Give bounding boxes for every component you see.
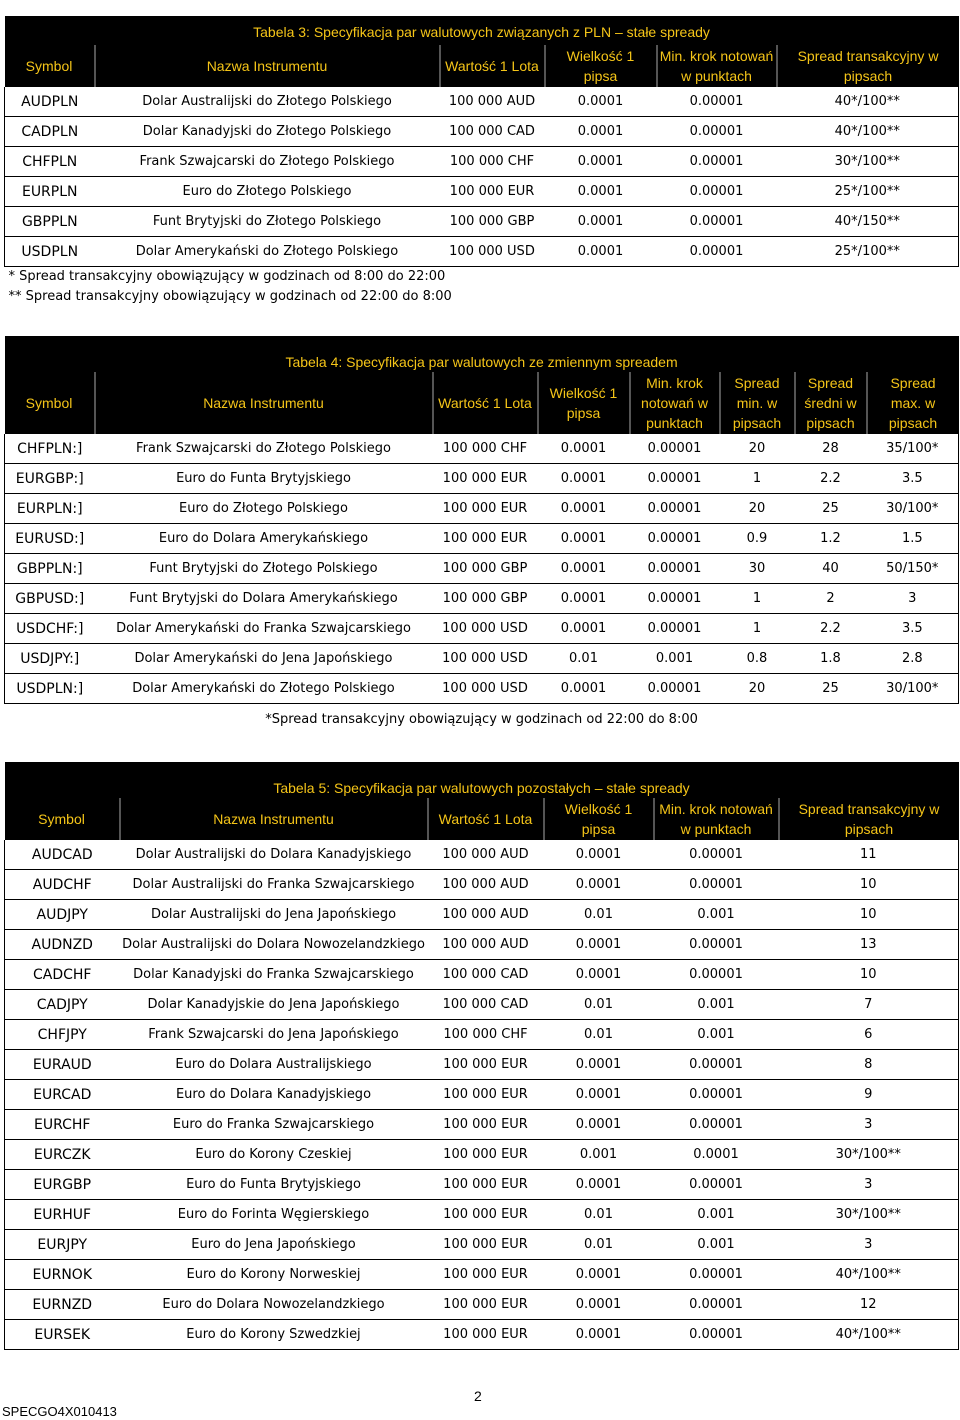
row-cell: 0.0001 bbox=[545, 147, 657, 177]
table-row bbox=[5, 644, 959, 674]
table-row bbox=[5, 930, 959, 960]
row-cell: 40 bbox=[795, 554, 867, 584]
table-5-header-symbol: Symbol bbox=[5, 798, 120, 840]
row-cell: 50/150* bbox=[867, 554, 959, 584]
row-cell: 40*/150** bbox=[777, 207, 959, 237]
row-symbol: EURAUD bbox=[5, 1050, 120, 1080]
row-cell: 100 000 EUR bbox=[428, 1140, 544, 1170]
table-row bbox=[5, 614, 959, 644]
row-symbol: CHFPLN bbox=[5, 147, 95, 177]
table-row bbox=[5, 870, 959, 900]
row-cell: 0.00001 bbox=[630, 494, 720, 524]
row-cell: 0.00001 bbox=[630, 434, 720, 464]
row-cell: 25*/100** bbox=[777, 177, 959, 207]
row-cell: Dolar Kanadyjski do Franka Szwajcarskiego bbox=[120, 960, 428, 990]
row-cell: 20 bbox=[720, 674, 795, 704]
table-3-title-row bbox=[5, 16, 959, 45]
row-cell: 40*/100** bbox=[777, 87, 959, 117]
row-cell: 20 bbox=[720, 434, 795, 464]
row-cell: Euro do Dolara Nowozelandzkiego bbox=[120, 1290, 428, 1320]
row-cell: 10 bbox=[779, 960, 959, 990]
row-cell: 28 bbox=[795, 434, 867, 464]
table-5-title-row bbox=[5, 762, 959, 798]
row-cell: 0.00001 bbox=[657, 237, 777, 267]
row-cell: 0.00001 bbox=[630, 584, 720, 614]
row-cell: 0.01 bbox=[538, 644, 630, 674]
table-row bbox=[5, 960, 959, 990]
row-cell: Euro do Korony Szwedzkiej bbox=[120, 1320, 428, 1350]
row-cell: 100 000 EUR bbox=[428, 1260, 544, 1290]
row-cell: 12 bbox=[779, 1290, 959, 1320]
row-symbol: USDPLN:] bbox=[5, 674, 95, 704]
row-cell: 30/100* bbox=[867, 494, 959, 524]
row-symbol: USDCHF:] bbox=[5, 614, 95, 644]
row-symbol: CADPLN bbox=[5, 117, 95, 147]
row-symbol: AUDJPY bbox=[5, 900, 120, 930]
row-cell: 0.0001 bbox=[538, 584, 630, 614]
table-row bbox=[5, 1140, 959, 1170]
table-4-header-row bbox=[5, 372, 959, 434]
row-symbol: USDPLN bbox=[5, 237, 95, 267]
table-3-header-symbol: Symbol bbox=[5, 45, 95, 87]
row-cell: 100 000 EUR bbox=[428, 1230, 544, 1260]
row-cell: 0.001 bbox=[654, 1200, 779, 1230]
row-symbol: EURGBP bbox=[5, 1170, 120, 1200]
row-cell: 0.0001 bbox=[544, 1260, 654, 1290]
row-cell: 0.00001 bbox=[654, 960, 779, 990]
row-cell: 0.0001 bbox=[538, 434, 630, 464]
row-cell: Euro do Funta Brytyjskiego bbox=[120, 1170, 428, 1200]
row-cell: 100 000 AUD bbox=[428, 900, 544, 930]
row-cell: 0.001 bbox=[654, 990, 779, 1020]
row-symbol: EURCZK bbox=[5, 1140, 120, 1170]
table-5-body bbox=[5, 762, 959, 1350]
table-3-note-row bbox=[5, 267, 959, 288]
row-cell: 6 bbox=[779, 1020, 959, 1050]
row-cell: 40*/100** bbox=[777, 117, 959, 147]
row-cell: Euro do Dolara Amerykańskiego bbox=[95, 524, 433, 554]
row-cell: 100 000 EUR bbox=[428, 1170, 544, 1200]
row-cell: 0.00001 bbox=[654, 930, 779, 960]
table-4-header-lot-value: Wartość 1 Lota bbox=[433, 372, 538, 434]
row-symbol: EURGBP:] bbox=[5, 464, 95, 494]
row-cell: 100 000 CHF bbox=[433, 434, 538, 464]
row-cell: 100 000 GBP bbox=[440, 207, 545, 237]
row-cell: 100 000 AUD bbox=[428, 930, 544, 960]
row-symbol: AUDCAD bbox=[5, 840, 120, 870]
row-cell: Funt Brytyjski do Złotego Polskiego bbox=[95, 554, 433, 584]
document-code: SPECGO4X010413 bbox=[2, 1404, 117, 1419]
table-3-note: * Spread transakcyjny obowiązujący w godzinach od 8:00 do 22:00 bbox=[8, 269, 446, 284]
table-3-header-min-step: Min. krok notowań w punktach bbox=[657, 45, 777, 87]
table-4-title-row bbox=[5, 336, 959, 372]
table-5 bbox=[4, 762, 959, 1350]
row-symbol: CADCHF bbox=[5, 960, 120, 990]
row-symbol: EURPLN bbox=[5, 177, 95, 207]
row-cell: 100 000 AUD bbox=[428, 870, 544, 900]
row-cell: 0.0001 bbox=[545, 207, 657, 237]
row-cell: Dolar Australijski do Franka Szwajcarskiego bbox=[120, 870, 428, 900]
row-cell: 35/100* bbox=[867, 434, 959, 464]
row-symbol: CHFJPY bbox=[5, 1020, 120, 1050]
table-row bbox=[5, 177, 959, 207]
row-cell: 0.0001 bbox=[538, 554, 630, 584]
table-row bbox=[5, 840, 959, 870]
table-3-header-row bbox=[5, 45, 959, 87]
table-row bbox=[5, 1230, 959, 1260]
row-cell: 0.00001 bbox=[654, 840, 779, 870]
row-symbol: EURCHF bbox=[5, 1110, 120, 1140]
row-cell: 9 bbox=[779, 1080, 959, 1110]
row-cell: 0.01 bbox=[544, 1200, 654, 1230]
row-symbol: USDJPY:] bbox=[5, 644, 95, 674]
row-cell: 0.001 bbox=[654, 1230, 779, 1260]
row-cell: 0.001 bbox=[544, 1140, 654, 1170]
row-cell: 0.00001 bbox=[657, 147, 777, 177]
row-cell: 10 bbox=[779, 900, 959, 930]
row-cell: 0.8 bbox=[720, 644, 795, 674]
row-cell: 0.00001 bbox=[654, 870, 779, 900]
row-cell: 100 000 EUR bbox=[433, 494, 538, 524]
table-row bbox=[5, 524, 959, 554]
row-cell: 30/100* bbox=[867, 674, 959, 704]
table-row bbox=[5, 87, 959, 117]
row-cell: Funt Brytyjski do Złotego Polskiego bbox=[95, 207, 440, 237]
table-3-header-pip-size: Wielkość 1 pipsa bbox=[545, 45, 657, 87]
row-cell: 0.00001 bbox=[654, 1260, 779, 1290]
row-symbol: AUDCHF bbox=[5, 870, 120, 900]
row-symbol: EURJPY bbox=[5, 1230, 120, 1260]
row-cell: 100 000 EUR bbox=[428, 1200, 544, 1230]
row-symbol: AUDNZD bbox=[5, 930, 120, 960]
table-row bbox=[5, 900, 959, 930]
row-cell: 0.0001 bbox=[544, 870, 654, 900]
row-cell: 100 000 CAD bbox=[428, 990, 544, 1020]
row-cell: Funt Brytyjski do Dolara Amerykańskiego bbox=[95, 584, 433, 614]
table-4-note: *Spread transakcyjny obowiązujący w godzinach od 22:00 do 8:00 bbox=[265, 711, 698, 727]
table-row bbox=[5, 1290, 959, 1320]
row-symbol: CHFPLN:] bbox=[5, 434, 95, 464]
table-3-header-name: Nazwa Instrumentu bbox=[95, 45, 440, 87]
row-cell: 100 000 CHF bbox=[440, 147, 545, 177]
row-cell: 0.0001 bbox=[538, 464, 630, 494]
row-cell: 40*/100** bbox=[779, 1320, 959, 1350]
row-cell: 0.0001 bbox=[544, 1170, 654, 1200]
row-cell: 20 bbox=[720, 494, 795, 524]
row-cell: Euro do Dolara Kanadyjskiego bbox=[120, 1080, 428, 1110]
row-cell: 0.0001 bbox=[544, 930, 654, 960]
row-cell: 0.0001 bbox=[544, 1320, 654, 1350]
table-row bbox=[5, 207, 959, 237]
row-cell: 0.0001 bbox=[544, 1110, 654, 1140]
row-cell: 25*/100** bbox=[777, 237, 959, 267]
row-cell: Dolar Kanadyjskie do Jena Japońskiego bbox=[120, 990, 428, 1020]
row-cell: Dolar Australijski do Dolara Kanadyjskiego bbox=[120, 840, 428, 870]
row-cell: 0.00001 bbox=[657, 207, 777, 237]
row-symbol: EURUSD:] bbox=[5, 524, 95, 554]
table-row bbox=[5, 1110, 959, 1140]
table-row bbox=[5, 464, 959, 494]
row-cell: 100 000 CAD bbox=[428, 960, 544, 990]
row-cell: 0.0001 bbox=[545, 117, 657, 147]
table-4-header-spread-avg: Spread średni w pipsach bbox=[795, 372, 867, 434]
row-cell: 100 000 EUR bbox=[428, 1320, 544, 1350]
table-row bbox=[5, 584, 959, 614]
row-cell: 25 bbox=[795, 674, 867, 704]
table-row bbox=[5, 147, 959, 177]
row-cell: 0.00001 bbox=[630, 674, 720, 704]
row-cell: 100 000 AUD bbox=[440, 87, 545, 117]
table-row bbox=[5, 1260, 959, 1290]
row-cell: 0.00001 bbox=[630, 614, 720, 644]
row-cell: Euro do Funta Brytyjskiego bbox=[95, 464, 433, 494]
row-symbol: CADJPY bbox=[5, 990, 120, 1020]
row-cell: 30*/100** bbox=[779, 1140, 959, 1170]
row-cell: 40*/100** bbox=[779, 1260, 959, 1290]
row-cell: 0.01 bbox=[544, 990, 654, 1020]
row-cell: 100 000 GBP bbox=[433, 584, 538, 614]
row-cell: 100 000 EUR bbox=[440, 177, 545, 207]
row-cell: 1.5 bbox=[867, 524, 959, 554]
row-cell: 0.0001 bbox=[545, 87, 657, 117]
row-cell: 0.0001 bbox=[538, 524, 630, 554]
row-cell: 100 000 USD bbox=[433, 614, 538, 644]
row-symbol: EURNOK bbox=[5, 1260, 120, 1290]
row-cell: 100 000 CAD bbox=[440, 117, 545, 147]
row-cell: 3 bbox=[779, 1110, 959, 1140]
table-3-header-spread: Spread transakcyjny w pipsach bbox=[777, 45, 959, 87]
row-symbol: GBPPLN:] bbox=[5, 554, 95, 584]
row-cell: 0.00001 bbox=[654, 1320, 779, 1350]
table-3-note-row bbox=[5, 287, 959, 307]
table-row bbox=[5, 434, 959, 464]
table-row bbox=[5, 554, 959, 584]
row-cell: 0.00001 bbox=[657, 117, 777, 147]
row-cell: 100 000 EUR bbox=[428, 1110, 544, 1140]
row-cell: 100 000 EUR bbox=[433, 464, 538, 494]
row-cell: 1 bbox=[720, 464, 795, 494]
table-3 bbox=[4, 16, 959, 307]
row-cell: Dolar Australijski do Dolara Nowozelandzkiego bbox=[120, 930, 428, 960]
row-cell: 1.2 bbox=[795, 524, 867, 554]
table-row bbox=[5, 990, 959, 1020]
table-row bbox=[5, 1170, 959, 1200]
table-3-body bbox=[5, 16, 959, 307]
row-cell: 100 000 EUR bbox=[428, 1050, 544, 1080]
row-cell: 0.0001 bbox=[544, 1080, 654, 1110]
table-row bbox=[5, 117, 959, 147]
row-symbol: EURSEK bbox=[5, 1320, 120, 1350]
row-cell: 7 bbox=[779, 990, 959, 1020]
row-cell: Dolar Amerykański do Złotego Polskiego bbox=[95, 237, 440, 267]
row-cell: 0.0001 bbox=[654, 1140, 779, 1170]
row-cell: 3.5 bbox=[867, 464, 959, 494]
row-cell: 1 bbox=[720, 584, 795, 614]
table-5-header-lot-value: Wartość 1 Lota bbox=[428, 798, 544, 840]
table-row bbox=[5, 1320, 959, 1350]
table-5-header-spread: Spread transakcyjny w pipsach bbox=[779, 798, 959, 840]
table-3-title: Tabela 3: Specyfikacja par walutowych związanych z PLN – stałe spready bbox=[5, 16, 959, 45]
row-cell: 0.0001 bbox=[538, 494, 630, 524]
table-5-header-min-step: Min. krok notowań w punktach bbox=[654, 798, 779, 840]
row-cell: 0.00001 bbox=[654, 1290, 779, 1320]
table-4-header-min-step: Min. krok notowań w punktach bbox=[630, 372, 720, 434]
row-cell: 0.001 bbox=[630, 644, 720, 674]
row-cell: Euro do Korony Czeskiej bbox=[120, 1140, 428, 1170]
row-cell: 0.9 bbox=[720, 524, 795, 554]
row-cell: 0.001 bbox=[654, 1020, 779, 1050]
row-cell: Dolar Amerykański do Jena Japońskiego bbox=[95, 644, 433, 674]
row-cell: Euro do Korony Norweskiej bbox=[120, 1260, 428, 1290]
row-cell: Frank Szwajcarski do Złotego Polskiego bbox=[95, 147, 440, 177]
row-cell: 100 000 USD bbox=[433, 644, 538, 674]
row-symbol: AUDPLN bbox=[5, 87, 95, 117]
row-cell: 100 000 CHF bbox=[428, 1020, 544, 1050]
table-4-header-spread-min: Spread min. w pipsach bbox=[720, 372, 795, 434]
table-row bbox=[5, 494, 959, 524]
row-cell: Euro do Złotego Polskiego bbox=[95, 494, 433, 524]
row-symbol: EURCAD bbox=[5, 1080, 120, 1110]
row-cell: 0.01 bbox=[544, 1020, 654, 1050]
row-cell: Frank Szwajcarski do Złotego Polskiego bbox=[95, 434, 433, 464]
row-cell: 2.2 bbox=[795, 614, 867, 644]
table-4-note-row bbox=[5, 704, 959, 735]
row-cell: 3 bbox=[779, 1230, 959, 1260]
row-cell: 25 bbox=[795, 494, 867, 524]
table-row bbox=[5, 1080, 959, 1110]
table-row bbox=[5, 1050, 959, 1080]
page-number: 2 bbox=[474, 1388, 482, 1404]
row-cell: 100 000 EUR bbox=[428, 1080, 544, 1110]
row-cell: 100 000 GBP bbox=[433, 554, 538, 584]
row-cell: 30*/100** bbox=[779, 1200, 959, 1230]
row-cell: 10 bbox=[779, 870, 959, 900]
table-row bbox=[5, 1200, 959, 1230]
row-cell: 0.0001 bbox=[544, 840, 654, 870]
row-cell: 0.0001 bbox=[544, 1050, 654, 1080]
table-3-header-lot-value: Wartość 1 Lota bbox=[440, 45, 545, 87]
table-4-title: Tabela 4: Specyfikacja par walutowych ze zmiennym spreadem bbox=[5, 336, 959, 372]
row-cell: Dolar Australijski do Złotego Polskiego bbox=[95, 87, 440, 117]
row-cell: 0.01 bbox=[544, 1230, 654, 1260]
row-cell: 0.00001 bbox=[630, 524, 720, 554]
table-5-title: Tabela 5: Specyfikacja par walutowych pozostałych – stałe spready bbox=[5, 762, 959, 798]
table-4 bbox=[4, 336, 959, 734]
row-symbol: EURNZD bbox=[5, 1290, 120, 1320]
row-cell: 0.0001 bbox=[538, 674, 630, 704]
row-symbol: GBPUSD:] bbox=[5, 584, 95, 614]
row-symbol: EURPLN:] bbox=[5, 494, 95, 524]
row-cell: Dolar Kanadyjski do Złotego Polskiego bbox=[95, 117, 440, 147]
table-row bbox=[5, 237, 959, 267]
row-cell: 100 000 USD bbox=[440, 237, 545, 267]
row-cell: Frank Szwajcarski do Jena Japońskiego bbox=[120, 1020, 428, 1050]
row-cell: Euro do Jena Japońskiego bbox=[120, 1230, 428, 1260]
row-cell: Euro do Złotego Polskiego bbox=[95, 177, 440, 207]
row-cell: 8 bbox=[779, 1050, 959, 1080]
table-4-header-symbol: Symbol bbox=[5, 372, 95, 434]
table-5-header-row bbox=[5, 798, 959, 840]
row-cell: 13 bbox=[779, 930, 959, 960]
row-symbol: GBPPLN bbox=[5, 207, 95, 237]
row-cell: Dolar Amerykański do Franka Szwajcarskiego bbox=[95, 614, 433, 644]
row-cell: 0.0001 bbox=[545, 237, 657, 267]
row-cell: 2.2 bbox=[795, 464, 867, 494]
row-cell: Euro do Forinta Węgierskiego bbox=[120, 1200, 428, 1230]
row-cell: Euro do Franka Szwajcarskiego bbox=[120, 1110, 428, 1140]
row-cell: 0.0001 bbox=[544, 1290, 654, 1320]
table-4-header-spread-max: Spread max. w pipsach bbox=[867, 372, 959, 434]
row-cell: 0.01 bbox=[544, 900, 654, 930]
row-cell: 0.00001 bbox=[654, 1170, 779, 1200]
row-cell: 3 bbox=[779, 1170, 959, 1200]
row-cell: 100 000 EUR bbox=[433, 524, 538, 554]
row-cell: Dolar Amerykański do Złotego Polskiego bbox=[95, 674, 433, 704]
table-row bbox=[5, 674, 959, 704]
row-cell: 11 bbox=[779, 840, 959, 870]
row-cell: Dolar Australijski do Jena Japońskiego bbox=[120, 900, 428, 930]
row-cell: 100 000 EUR bbox=[428, 1290, 544, 1320]
row-cell: 30*/100** bbox=[777, 147, 959, 177]
row-cell: 0.001 bbox=[654, 900, 779, 930]
row-cell: 0.0001 bbox=[538, 614, 630, 644]
row-symbol: EURHUF bbox=[5, 1200, 120, 1230]
row-cell: 2 bbox=[795, 584, 867, 614]
table-5-header-pip-size: Wielkość 1 pipsa bbox=[544, 798, 654, 840]
table-row bbox=[5, 1020, 959, 1050]
row-cell: 100 000 AUD bbox=[428, 840, 544, 870]
row-cell: 0.00001 bbox=[657, 87, 777, 117]
row-cell: 0.00001 bbox=[630, 464, 720, 494]
row-cell: 0.00001 bbox=[630, 554, 720, 584]
row-cell: 0.00001 bbox=[654, 1110, 779, 1140]
row-cell: 0.00001 bbox=[654, 1050, 779, 1080]
row-cell: 0.0001 bbox=[544, 960, 654, 990]
row-cell: Euro do Dolara Australijskiego bbox=[120, 1050, 428, 1080]
row-cell: 2.8 bbox=[867, 644, 959, 674]
row-cell: 100 000 USD bbox=[433, 674, 538, 704]
table-3-note: ** Spread transakcyjny obowiązujący w godzinach od 22:00 do 8:00 bbox=[8, 289, 452, 304]
table-4-header-name: Nazwa Instrumentu bbox=[95, 372, 433, 434]
row-cell: 3.5 bbox=[867, 614, 959, 644]
table-4-header-pip-size: Wielkość 1 pipsa bbox=[538, 372, 630, 434]
row-cell: 0.00001 bbox=[654, 1080, 779, 1110]
row-cell: 3 bbox=[867, 584, 959, 614]
table-4-body bbox=[5, 336, 959, 734]
row-cell: 1 bbox=[720, 614, 795, 644]
row-cell: 1.8 bbox=[795, 644, 867, 674]
row-cell: 0.00001 bbox=[657, 177, 777, 207]
table-5-header-name: Nazwa Instrumentu bbox=[120, 798, 428, 840]
row-cell: 30 bbox=[720, 554, 795, 584]
row-cell: 0.0001 bbox=[545, 177, 657, 207]
